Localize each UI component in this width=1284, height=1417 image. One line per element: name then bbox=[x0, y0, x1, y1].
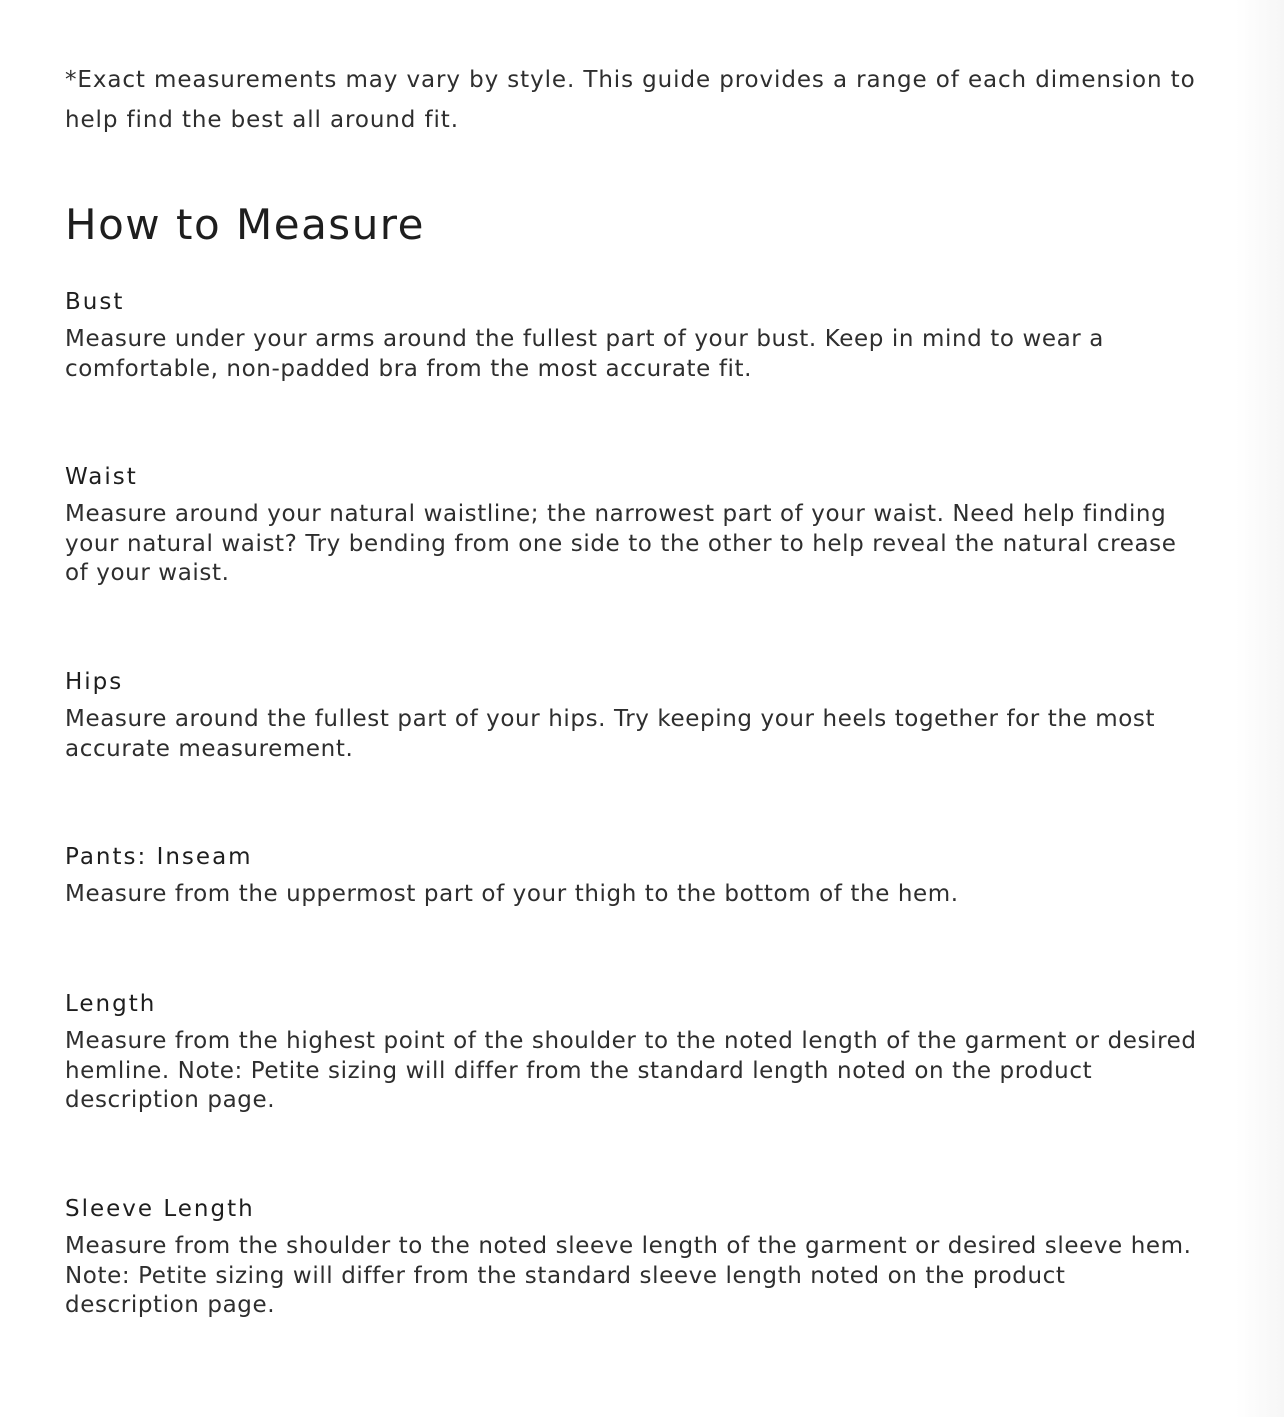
section-bust bbox=[65, 287, 1205, 384]
section-pants-inseam bbox=[65, 842, 1205, 910]
section-hips bbox=[65, 667, 1205, 764]
section-length bbox=[65, 989, 1205, 1116]
section-heading: Bust bbox=[65, 289, 125, 315]
section-description: Measure under your arms around the fullest part of your bust. Keep in mind to wear a comfortable, non-padded bra from the most accurate fit. bbox=[65, 326, 1104, 382]
measurement-disclaimer: *Exact measurements may vary by style. This guide provides a range of each dimension to help find the best all around fit. bbox=[65, 67, 1196, 133]
section-sleeve-length bbox=[65, 1194, 1205, 1321]
section-description: Measure from the shoulder to the noted sleeve length of the garment or desired sleeve hem. Note: Petite sizing will differ from the standard sleeve length noted on the product description page. bbox=[65, 1233, 1192, 1318]
section-heading: Waist bbox=[65, 464, 138, 490]
section-description: Measure around your natural waistline; the narrowest part of your waist. Need help finding your natural waist? Try bending from one side to the other to help reveal the natural crease of your waist. bbox=[65, 501, 1177, 586]
section-heading: Pants: Inseam bbox=[65, 844, 253, 870]
page-title: How to Measure bbox=[65, 200, 425, 249]
section-description: Measure from the uppermost part of your thigh to the bottom of the hem. bbox=[65, 881, 959, 907]
section-waist bbox=[65, 462, 1205, 589]
right-edge-shade bbox=[1236, 0, 1284, 1417]
section-description: Measure around the fullest part of your hips. Try keeping your heels together for the most accurate measurement. bbox=[65, 706, 1156, 762]
section-heading: Sleeve Length bbox=[65, 1196, 255, 1222]
section-heading: Hips bbox=[65, 669, 124, 695]
section-description: Measure from the highest point of the shoulder to the noted length of the garment or desired hemline. Note: Petite sizing will differ from the standard length noted on the product description page. bbox=[65, 1028, 1197, 1113]
section-heading: Length bbox=[65, 991, 157, 1017]
